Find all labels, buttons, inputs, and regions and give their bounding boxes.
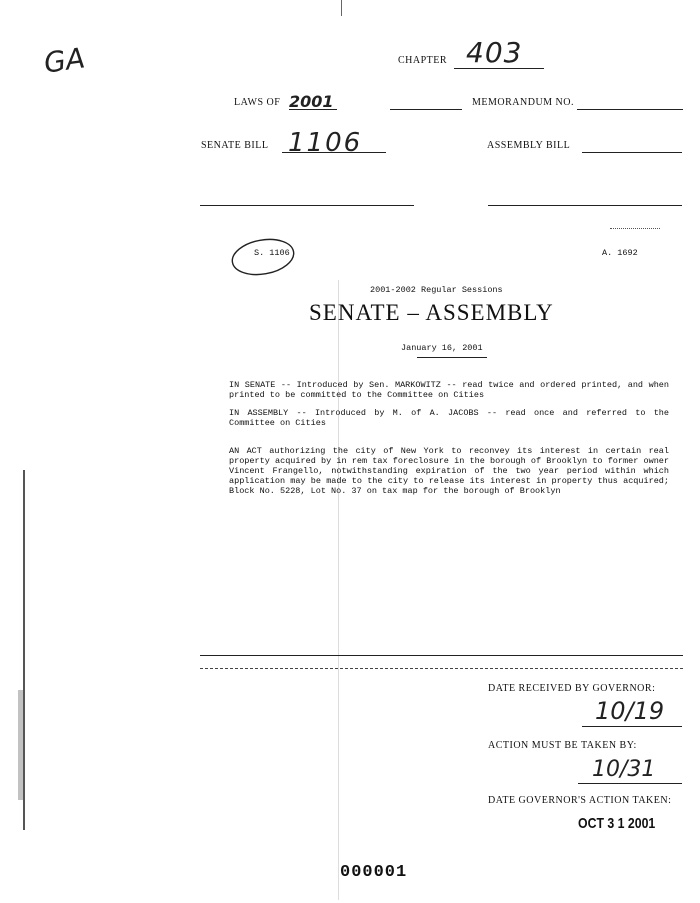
chapter-label: CHAPTER [398, 55, 448, 66]
blank-rule-left [200, 205, 414, 206]
blank-rule-short [610, 228, 660, 229]
bill-date: January 16, 2001 [401, 343, 483, 353]
senate-introduction: IN SENATE -- Introduced by Sen. MARKOWITZ -- read twice and ordered printed, and when printed to be committed to the Committee on Cities [229, 380, 669, 400]
action-deadline-value: 10/31 [592, 757, 656, 782]
scan-top-mark [341, 0, 342, 16]
scan-edge-mark [18, 690, 23, 800]
memo-blank-line [390, 109, 462, 110]
senate-bill-code: S. 1106 [254, 248, 290, 258]
chapter-number: 403 [466, 36, 523, 69]
memorandum-underline [577, 109, 683, 110]
assembly-bill-code: A. 1692 [602, 248, 638, 258]
senate-bill-number: 1106 [288, 128, 363, 158]
bottom-rule-1 [200, 655, 683, 656]
action-taken-label: DATE GOVERNOR'S ACTION TAKEN: [488, 795, 672, 806]
blank-rule-right [488, 205, 682, 206]
date-received-value: 10/19 [595, 697, 665, 725]
laws-of-label: LAWS OF [234, 97, 281, 108]
page-number: 000001 [340, 863, 408, 882]
laws-year: 2001 [289, 92, 334, 111]
date-received-label: DATE RECEIVED BY GOVERNOR: [488, 683, 656, 694]
date-received-underline [582, 726, 682, 727]
senate-bill-label: SENATE BILL [201, 140, 269, 151]
action-taken-stamp: OCT 3 1 2001 [578, 815, 656, 832]
action-deadline-underline [578, 783, 682, 784]
assembly-bill-underline [582, 152, 682, 153]
assembly-bill-label: ASSEMBLY BILL [487, 140, 571, 151]
bottom-rule-2 [200, 668, 683, 669]
act-description: AN ACT authorizing the city of New York to reconvey its interest in certain real property acquired by in rem tax foreclosure in the borough of Brooklyn to former owner Vincent Frangello, notwithstanding expiration of the two year period within which application may be made to the city to release its interest in property thus acquired; Block No. 5228, Lot No. 37 on tax map for the borough of Brooklyn [229, 446, 669, 496]
action-deadline-label: ACTION MUST BE TAKEN BY: [488, 740, 637, 751]
scan-edge-mark [23, 470, 25, 830]
assembly-introduction: IN ASSEMBLY -- Introduced by M. of A. JACOBS -- read once and referred to the Committee on Cities [229, 408, 669, 428]
margin-note: GA [41, 41, 87, 80]
session-line: 2001-2002 Regular Sessions [370, 285, 503, 295]
document-title: SENATE – ASSEMBLY [309, 300, 554, 325]
scan-center-crease [338, 280, 339, 900]
date-underline [417, 357, 487, 358]
memorandum-label: MEMORANDUM NO. [472, 97, 575, 108]
